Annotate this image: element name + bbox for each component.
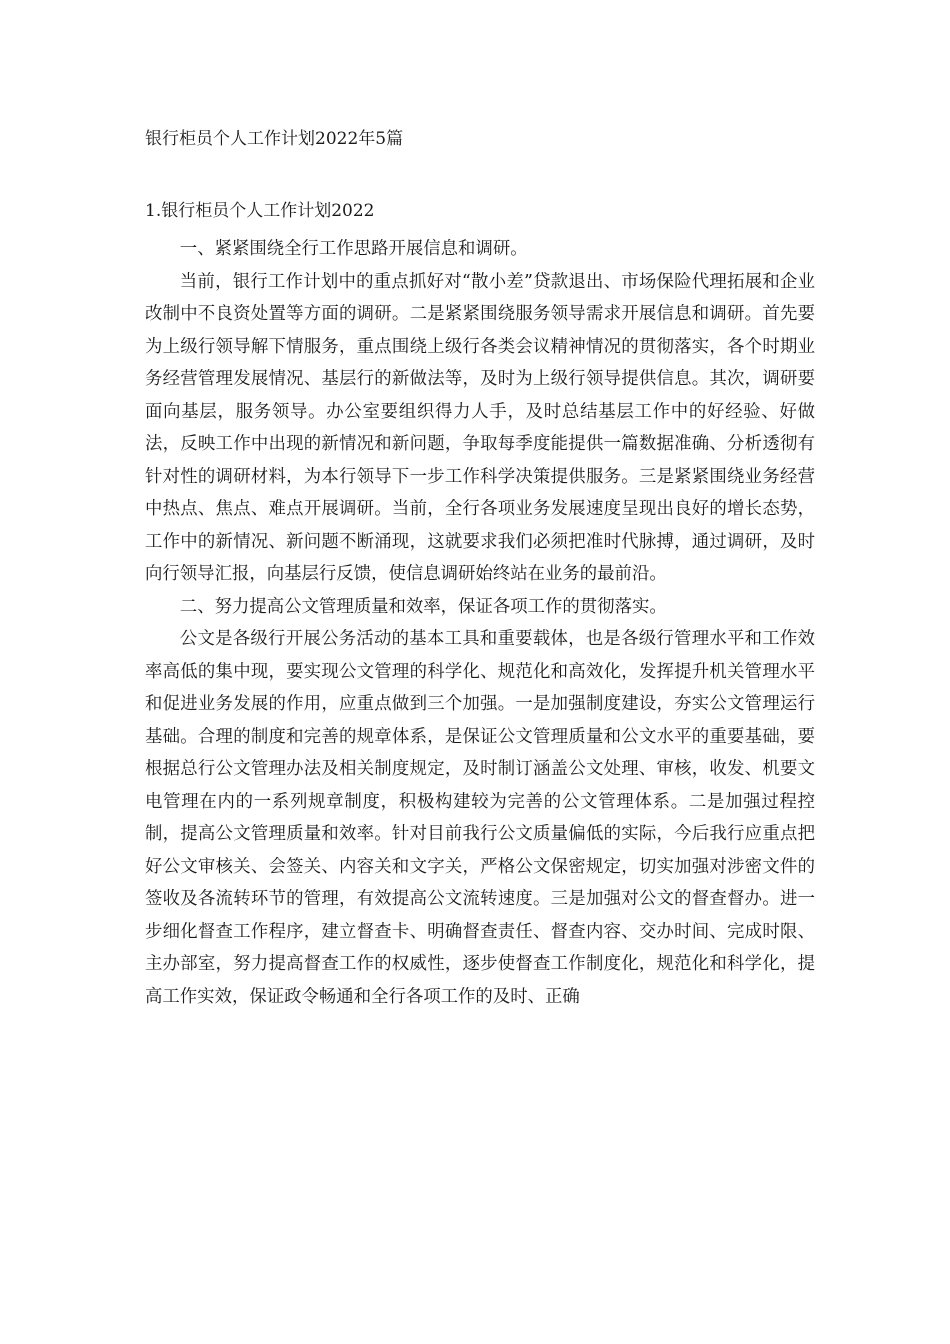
document-title: 银行柜员个人工作计划2022年5篇 (145, 129, 404, 149)
section-heading: 1.银行柜员个人工作计划2022 (145, 201, 375, 221)
paragraph: 公文是各级行开展公务活动的基本工具和重要载体，也是各级行管理水平和工作效率高低的集中现，要实现公文管理的科学化、规范化和高效化，发挥提升机关管理水平和促进业务发展的作用，应重点做到三个加强。一是加强制度建设，夯实公文管理运行基础。合理的制度和完善的规章体系，是保证公文管理质量和公文水平的重要基础，要根据总行公文管理办法及相关制度规定，及时制订涵盖公文处理、审核，收发、机要文电管理在内的一系列规章制度，积极构建较为完善的公文管理体系。二是加强过程控制，提高公文管理质量和效率。针对目前我行公文质量偏低的实际，今后我行应重点把好公文审核关、会签关、内容关和文字关，严格公文保密规定，切实加强对涉密文件的签收及各流转环节的管理，有效提高公文流转速度。三是加强对公文的督查督办。进一步细化督查工作程序，建立督查卡、明确督查责任、督查内容、交办时间、完成时限、主办部室，努力提高督查工作的权威性，逐步使督查工作制度化，规范化和科学化，提高工作实效，保证政令畅通和全行各项工作的及时、正确 (145, 629, 815, 1007)
paragraph-heading-2: 二、努力提高公文管理质量和效率，保证各项工作的贯彻落实。 (179, 596, 667, 617)
paragraph-heading-1: 一、紧紧围绕全行工作思路开展信息和调研。 (179, 239, 528, 259)
paragraph: 当前，银行工作计划中的重点抓好对“散小差”贷款退出、市场保险代理拓展和企业改制中不良资处置等方面的调研。二是紧紧围绕服务领导需求开展信息和调研。首先要为上级行领导解下情服务，重点围绕上级行各类会议精神情况的贯彻落实，各个时期业务经营管理发展情况、基层行的新做法等，及时为上级行领导提供信息。其次，调研要面向基层，服务领导。办公室要组织得力人手，及时总结基层工作中的好经验、好做法，反映工作中出现的新情况和新问题，争取每季度能提供一篇数据准确、分析透彻有针对性的调研材料，为本行领导下一步工作科学决策提供服务。三是紧紧围绕业务经营中热点、焦点、难点开展调研。当前，全行各项业务发展速度呈现出良好的增长态势，工作中的新情况、新问题不断涌现，这就要求我们必须把准时代脉搏，通过调研，及时向行领导汇报，向基层行反馈，使信息调研始终站在业务的最前沿。 (145, 271, 815, 584)
document-body (145, 233, 815, 1013)
